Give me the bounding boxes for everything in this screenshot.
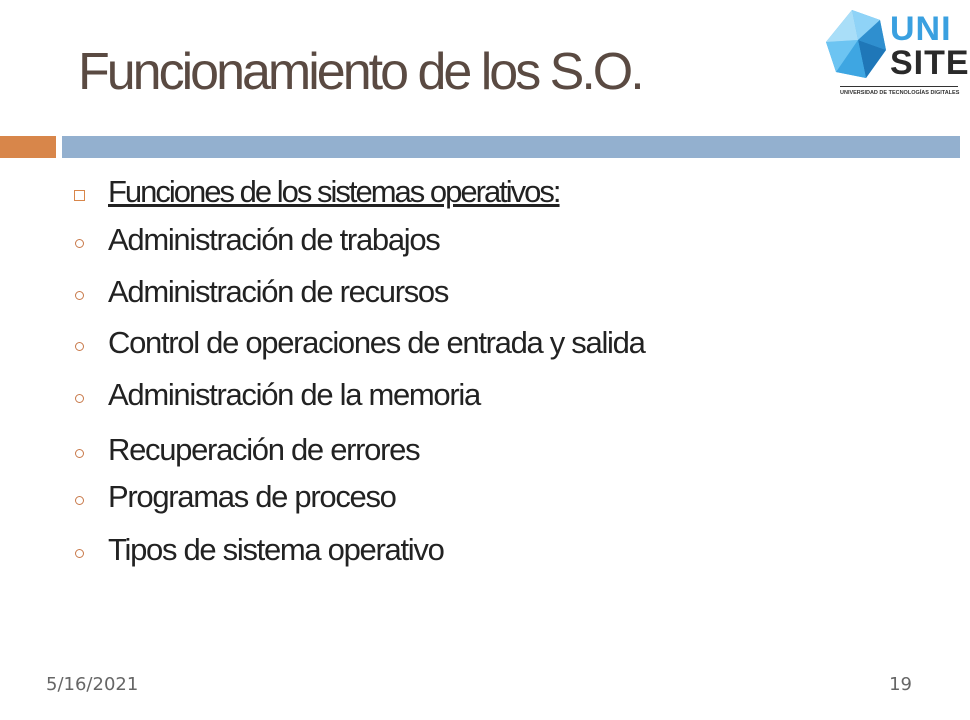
ring-bullet-icon bbox=[75, 496, 84, 505]
slide-title: Funcionamiento de los S.O. bbox=[78, 43, 642, 101]
ring-bullet-icon bbox=[75, 239, 84, 248]
accent-bar-orange bbox=[0, 136, 56, 158]
list-item-text: Control de operaciones de entrada y salida bbox=[108, 325, 645, 360]
footer-date: 5/16/2021 bbox=[46, 674, 139, 695]
heading-text: Funciones de los sistemas operativos: bbox=[108, 174, 560, 209]
polyhedron-logo-icon bbox=[822, 6, 892, 86]
ring-bullet-icon bbox=[75, 342, 84, 351]
logo-tagline: UNIVERSIDAD DE TECNOLOGÍAS DIGITALES bbox=[840, 90, 960, 96]
list-item-text: Tipos de sistema operativo bbox=[108, 532, 444, 567]
logo-divider bbox=[840, 86, 958, 87]
logo-text-uni: UNI bbox=[890, 10, 952, 48]
list-item-text: Programas de proceso bbox=[108, 479, 396, 514]
ring-bullet-icon bbox=[75, 291, 84, 300]
logo-text-site: SITE bbox=[890, 44, 970, 82]
ring-bullet-icon bbox=[75, 394, 84, 403]
ring-bullet-icon bbox=[75, 549, 84, 558]
square-bullet-icon bbox=[74, 190, 85, 201]
ring-bullet-icon bbox=[75, 449, 84, 458]
list-item-text: Administración de recursos bbox=[108, 274, 449, 309]
unisite-logo bbox=[822, 6, 970, 106]
list-item-text: Recuperación de errores bbox=[108, 432, 420, 467]
accent-bar-blue bbox=[62, 136, 960, 158]
list-item-text: Administración de la memoria bbox=[108, 377, 480, 412]
list-item-text: Administración de trabajos bbox=[108, 222, 440, 257]
footer-page-number: 19 bbox=[889, 674, 912, 695]
